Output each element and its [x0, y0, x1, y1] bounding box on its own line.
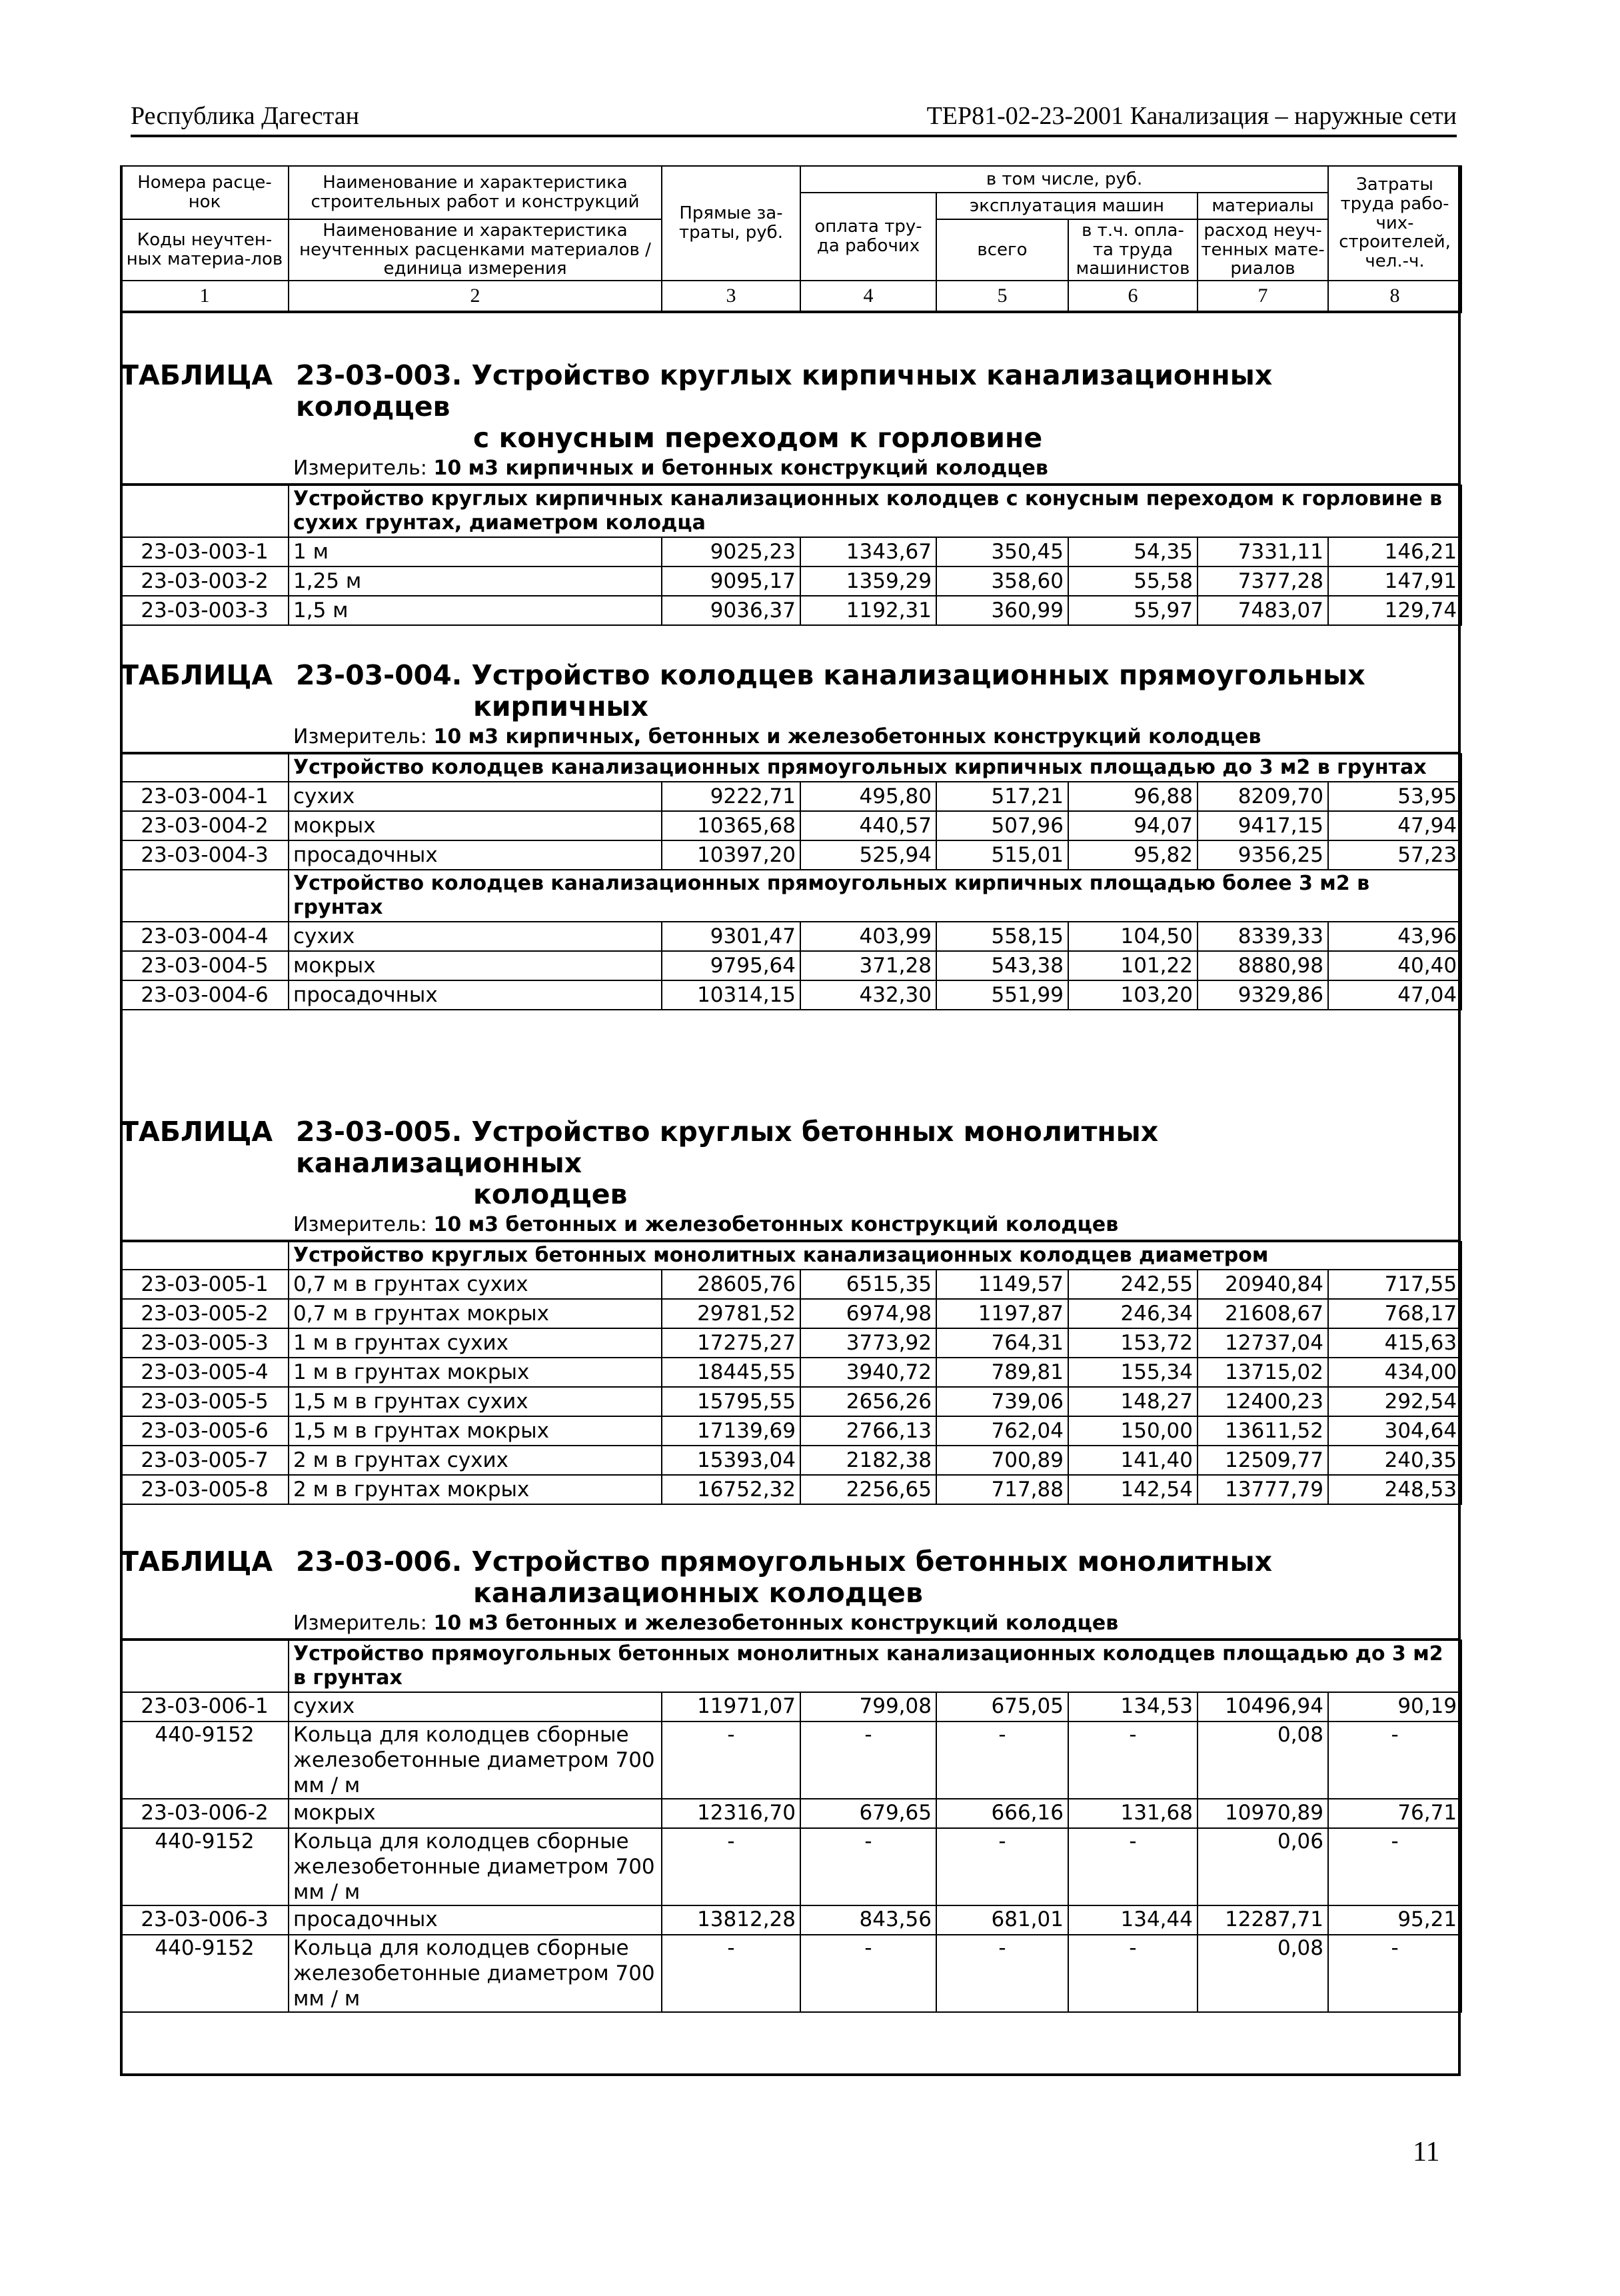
machinist-cost: 94,07 [1068, 811, 1198, 840]
rate-name: 1,5 м в грунтах сухих [289, 1387, 662, 1416]
machine-cost: 675,05 [936, 1692, 1068, 1722]
rate-code: 23-03-004-3 [121, 840, 289, 870]
table-title-line1: Устройство круглых бетонных монолитных канализационных [296, 1116, 1159, 1179]
table-label: ТАБЛИЦА [120, 1546, 273, 1578]
rate-code: 23-03-006-3 [121, 1905, 289, 1935]
machine-cost: 666,16 [936, 1799, 1068, 1828]
blank-cell [121, 754, 289, 782]
labor-cost: 6974,98 [800, 1299, 936, 1328]
labor-cost: 679,65 [800, 1799, 936, 1828]
labor-hours: 47,94 [1328, 811, 1461, 840]
rates-table [120, 1241, 1462, 1505]
rate-name: сухих [289, 782, 662, 811]
labor-cost: 371,28 [800, 951, 936, 980]
machinist-cost: 55,97 [1068, 596, 1198, 625]
table-title-line1: Устройство колодцев канализационных прямоугольных [471, 659, 1365, 691]
machine-cost: 1149,57 [936, 1270, 1068, 1299]
table-number: 23-03-005. [296, 1116, 462, 1148]
table-title-line2: с конусным переходом к горловине [473, 422, 1043, 454]
col2-header-top: Наименование и характеристика строительных работ и конструкций [289, 166, 662, 219]
material-cost: 8209,70 [1198, 782, 1328, 811]
rate-code: 23-03-005-4 [121, 1358, 289, 1387]
measure-line [120, 1210, 1461, 1241]
dash-cell: - [800, 1828, 936, 1905]
measure-unit: 10 м3 кирпичных, бетонных и железобетонных конструкций колодцев [433, 725, 1261, 748]
direct-cost: 10397,20 [662, 840, 800, 870]
material-cost: 13715,02 [1198, 1358, 1328, 1387]
dash-cell: - [1328, 1935, 1461, 2012]
direct-cost: 9025,23 [662, 537, 800, 567]
rate-code: 23-03-004-1 [121, 782, 289, 811]
machine-cost: 700,89 [936, 1446, 1068, 1475]
measure-line [120, 454, 1461, 485]
measure-unit: 10 м3 бетонных и железобетонных конструкций колодцев [433, 1213, 1119, 1236]
machine-cost: 739,06 [936, 1387, 1068, 1416]
rate-name: 1 м в грунтах мокрых [289, 1358, 662, 1387]
material-quantity: 0,08 [1198, 1722, 1328, 1799]
labor-hours: 248,53 [1328, 1475, 1461, 1504]
direct-cost: 15795,55 [662, 1387, 800, 1416]
direct-cost: 9301,47 [662, 922, 800, 951]
direct-cost: 9222,71 [662, 782, 800, 811]
rate-name: 1 м в грунтах сухих [289, 1328, 662, 1358]
header-region: Республика Дагестан [131, 102, 359, 130]
subheading-row [121, 1242, 1461, 1270]
table-number: 23-03-006. [296, 1546, 462, 1578]
labor-hours: 57,23 [1328, 840, 1461, 870]
rates-table [120, 1640, 1462, 2013]
direct-cost: 9095,17 [662, 567, 800, 596]
table-row [121, 1299, 1461, 1328]
labor-hours: 434,00 [1328, 1358, 1461, 1387]
direct-cost: 13812,28 [662, 1905, 800, 1935]
column-header-table [120, 165, 1462, 313]
table-row [121, 1416, 1461, 1446]
labor-hours: 129,74 [1328, 596, 1461, 625]
table-row [121, 1446, 1461, 1475]
labor-hours: 146,21 [1328, 537, 1461, 567]
rate-code: 23-03-005-3 [121, 1328, 289, 1358]
material-quantity: 0,06 [1198, 1828, 1328, 1905]
material-cost: 13777,79 [1198, 1475, 1328, 1504]
material-cost: 12400,23 [1198, 1387, 1328, 1416]
rate-code: 23-03-004-4 [121, 922, 289, 951]
table-row [121, 1387, 1461, 1416]
rate-name: 1 м [289, 537, 662, 567]
running-header [131, 100, 1457, 137]
material-cost: 9356,25 [1198, 840, 1328, 870]
rate-name: 1,5 м в грунтах мокрых [289, 1416, 662, 1446]
material-cost: 7483,07 [1198, 596, 1328, 625]
machinist-cost: 131,68 [1068, 1799, 1198, 1828]
table-row [121, 1358, 1461, 1387]
rate-name: 1,5 м [289, 596, 662, 625]
dash-cell: - [662, 1722, 800, 1799]
machinist-cost: 104,50 [1068, 922, 1198, 951]
table-row [121, 537, 1461, 567]
table-section [120, 360, 1461, 626]
machine-cost: 789,81 [936, 1358, 1068, 1387]
labor-cost: 1343,67 [800, 537, 936, 567]
labor-hours: 90,19 [1328, 1692, 1461, 1722]
table-row [121, 1328, 1461, 1358]
material-cost: 21608,67 [1198, 1299, 1328, 1328]
labor-cost: 2182,38 [800, 1446, 936, 1475]
col-number: 3 [662, 281, 800, 312]
material-cost: 9417,15 [1198, 811, 1328, 840]
dash-cell: - [1068, 1828, 1198, 1905]
rate-name: просадочных [289, 980, 662, 1010]
table-section [120, 1546, 1461, 2013]
labor-cost: 3773,92 [800, 1328, 936, 1358]
machinist-cost: 148,27 [1068, 1387, 1198, 1416]
material-cost: 12287,71 [1198, 1905, 1328, 1935]
machine-cost: 350,45 [936, 537, 1068, 567]
machine-cost: 517,21 [936, 782, 1068, 811]
labor-hours: 292,54 [1328, 1387, 1461, 1416]
table-title [120, 1546, 1461, 1609]
direct-cost: 17139,69 [662, 1416, 800, 1446]
machinist-cost: 246,34 [1068, 1299, 1198, 1328]
material-quantity: 0,08 [1198, 1935, 1328, 2012]
labor-cost: 403,99 [800, 922, 936, 951]
rate-name: просадочных [289, 840, 662, 870]
col-number: 4 [800, 281, 936, 312]
dash-cell: - [936, 1935, 1068, 2012]
material-cost: 8339,33 [1198, 922, 1328, 951]
table-title [120, 660, 1461, 722]
dash-cell: - [662, 1935, 800, 2012]
labor-hours: 43,96 [1328, 922, 1461, 951]
table-row [121, 811, 1461, 840]
machinist-cost: 54,35 [1068, 537, 1198, 567]
machinist-cost: 95,82 [1068, 840, 1198, 870]
table-section [120, 1116, 1461, 1505]
col-number: 1 [121, 281, 289, 312]
direct-cost: 10314,15 [662, 980, 800, 1010]
subheading-text: Устройство круглых бетонных монолитных канализационных колодцев диаметром [289, 1242, 1461, 1270]
table-row [121, 1905, 1461, 1935]
col-number: 2 [289, 281, 662, 312]
table-label: ТАБЛИЦА [120, 1116, 273, 1148]
dash-cell: - [800, 1935, 936, 2012]
subheading-text: Устройство круглых кирпичных канализационных колодцев с конусным переходом к горловине в сухих грунтах, диаметром колодца [289, 485, 1461, 537]
direct-cost: 10365,68 [662, 811, 800, 840]
material-name: Кольца для колодцев сборные железобетонные диаметром 700 мм / м [289, 1935, 662, 2012]
labor-cost: 3940,72 [800, 1358, 936, 1387]
rate-name: 1,25 м [289, 567, 662, 596]
material-row [121, 1722, 1461, 1799]
machines-header: эксплуатация машин [936, 193, 1198, 219]
rate-code: 23-03-005-6 [121, 1416, 289, 1446]
labor-hours: 95,21 [1328, 1905, 1461, 1935]
machinist-cost: 134,53 [1068, 1692, 1198, 1722]
measure-unit: 10 м3 кирпичных и бетонных конструкций колодцев [433, 457, 1048, 480]
labor-hours: 47,04 [1328, 980, 1461, 1010]
material-cost: 12737,04 [1198, 1328, 1328, 1358]
labor-cost: 440,57 [800, 811, 936, 840]
rate-code: 23-03-006-1 [121, 1692, 289, 1722]
measure-prefix: Измеритель: [293, 457, 427, 480]
labor-hours: 304,64 [1328, 1416, 1461, 1446]
table-title [120, 360, 1461, 454]
table-row [121, 782, 1461, 811]
col8-header: Затраты труда рабо-чих-строителей, чел.-ч. [1328, 166, 1461, 281]
rate-name: 0,7 м в грунтах сухих [289, 1270, 662, 1299]
direct-cost: 28605,76 [662, 1270, 800, 1299]
material-row [121, 1935, 1461, 2012]
machine-cost: 717,88 [936, 1475, 1068, 1504]
table-row [121, 840, 1461, 870]
material-code: 440-9152 [121, 1935, 289, 2012]
machine-cost: 543,38 [936, 951, 1068, 980]
machine-cost: 764,31 [936, 1328, 1068, 1358]
col1-header-top: Номера расце-нок [121, 166, 289, 219]
machinist-cost: 134,44 [1068, 1905, 1198, 1935]
rate-code: 23-03-005-1 [121, 1270, 289, 1299]
labor-cost: 2766,13 [800, 1416, 936, 1446]
rate-name: 2 м в грунтах мокрых [289, 1475, 662, 1504]
machine-cost: 558,15 [936, 922, 1068, 951]
machine-cost: 1197,87 [936, 1299, 1068, 1328]
direct-cost: 9036,37 [662, 596, 800, 625]
table-title-line1: Устройство прямоугольных бетонных монолитных [471, 1546, 1273, 1578]
direct-cost: 29781,52 [662, 1299, 800, 1328]
rates-table [120, 485, 1462, 626]
table-section [120, 660, 1461, 1010]
machinist-cost: 150,00 [1068, 1416, 1198, 1446]
measure-prefix: Измеритель: [293, 1612, 427, 1635]
dash-cell: - [1068, 1935, 1198, 2012]
labor-hours: 40,40 [1328, 951, 1461, 980]
machine-cost: 762,04 [936, 1416, 1068, 1446]
col-number: 5 [936, 281, 1068, 312]
col-number: 8 [1328, 281, 1461, 312]
table-title-line1: Устройство круглых кирпичных канализационных колодцев [296, 359, 1273, 423]
labor-hours: 53,95 [1328, 782, 1461, 811]
col7-header: расход неуч-тенных мате-риалов [1198, 219, 1328, 281]
subheading-text: Устройство прямоугольных бетонных монолитных канализационных колодцев площадью до 3 м2 в грунтах [289, 1640, 1461, 1692]
col4-header: оплата тру-да рабочих [800, 193, 936, 281]
direct-cost: 16752,32 [662, 1475, 800, 1504]
machine-cost: 358,60 [936, 567, 1068, 596]
table-number: 23-03-003. [296, 359, 462, 391]
blank-cell [121, 1640, 289, 1692]
blank-cell [121, 870, 289, 922]
material-cost: 20940,84 [1198, 1270, 1328, 1299]
rate-name: сухих [289, 1692, 662, 1722]
direct-cost: 18445,55 [662, 1358, 800, 1387]
labor-cost: 6515,35 [800, 1270, 936, 1299]
direct-cost: 17275,27 [662, 1328, 800, 1358]
rate-code: 23-03-003-3 [121, 596, 289, 625]
labor-cost: 495,80 [800, 782, 936, 811]
rate-code: 23-03-004-6 [121, 980, 289, 1010]
direct-cost: 12316,70 [662, 1799, 800, 1828]
measure-line [120, 722, 1461, 753]
labor-cost: 2256,65 [800, 1475, 936, 1504]
materials-header: материалы [1198, 193, 1328, 219]
table-title-line2: канализационных колодцев [473, 1577, 923, 1609]
direct-cost: 9795,64 [662, 951, 800, 980]
machine-cost: 360,99 [936, 596, 1068, 625]
material-cost: 7331,11 [1198, 537, 1328, 567]
table-title-line2: кирпичных [473, 690, 648, 722]
table-number: 23-03-004. [296, 659, 462, 691]
table-row [121, 596, 1461, 625]
col3-header: Прямые за-траты, руб. [662, 166, 800, 281]
subheading-text: Устройство колодцев канализационных прямоугольных кирпичных площадью более 3 м2 в грунтах [289, 870, 1461, 922]
table-label: ТАБЛИЦА [120, 659, 273, 691]
machinist-cost: 153,72 [1068, 1328, 1198, 1358]
rate-name: мокрых [289, 1799, 662, 1828]
labor-hours: 147,91 [1328, 567, 1461, 596]
rate-code: 23-03-004-2 [121, 811, 289, 840]
table-row [121, 951, 1461, 980]
labor-hours: 240,35 [1328, 1446, 1461, 1475]
machinist-cost: 142,54 [1068, 1475, 1198, 1504]
rate-code: 23-03-005-8 [121, 1475, 289, 1504]
machinist-cost: 103,20 [1068, 980, 1198, 1010]
rate-code: 23-03-006-2 [121, 1799, 289, 1828]
material-code: 440-9152 [121, 1722, 289, 1799]
table-row [121, 1475, 1461, 1504]
blank-cell [121, 1242, 289, 1270]
labor-cost: 2656,26 [800, 1387, 936, 1416]
table-row [121, 1270, 1461, 1299]
table-row [121, 922, 1461, 951]
rates-table [120, 753, 1462, 1010]
material-cost: 12509,77 [1198, 1446, 1328, 1475]
dash-cell: - [936, 1722, 1068, 1799]
labor-cost: 843,56 [800, 1905, 936, 1935]
table-label: ТАБЛИЦА [120, 359, 273, 391]
col-number: 6 [1068, 281, 1198, 312]
subheading-row [121, 1640, 1461, 1692]
machine-cost: 551,99 [936, 980, 1068, 1010]
rate-name: сухих [289, 922, 662, 951]
labor-cost: 799,08 [800, 1692, 936, 1722]
blank-cell [121, 485, 289, 537]
labor-hours: 76,71 [1328, 1799, 1461, 1828]
dash-cell: - [1068, 1722, 1198, 1799]
machinist-cost: 101,22 [1068, 951, 1198, 980]
material-cost: 10970,89 [1198, 1799, 1328, 1828]
material-row [121, 1828, 1461, 1905]
rate-name: мокрых [289, 811, 662, 840]
measure-prefix: Измеритель: [293, 725, 427, 748]
material-cost: 7377,28 [1198, 567, 1328, 596]
table-row [121, 1799, 1461, 1828]
col2-header-bottom: Наименование и характеристика неучтенных расценками материалов / единица измерения [289, 219, 662, 281]
measure-unit: 10 м3 бетонных и железобетонных конструкций колодцев [433, 1612, 1119, 1635]
machine-cost: 507,96 [936, 811, 1068, 840]
measure-line [120, 1609, 1461, 1640]
material-name: Кольца для колодцев сборные железобетонные диаметром 700 мм / м [289, 1722, 662, 1799]
table-row [121, 567, 1461, 596]
machinist-cost: 155,34 [1068, 1358, 1198, 1387]
material-cost: 13611,52 [1198, 1416, 1328, 1446]
labor-hours: 768,17 [1328, 1299, 1461, 1328]
dash-cell: - [1328, 1722, 1461, 1799]
col-number: 7 [1198, 281, 1328, 312]
rate-name: 0,7 м в грунтах мокрых [289, 1299, 662, 1328]
page-number: 11 [1413, 2137, 1440, 2167]
subheading-row [121, 870, 1461, 922]
machinist-cost: 55,58 [1068, 567, 1198, 596]
labor-hours: 717,55 [1328, 1270, 1461, 1299]
material-cost: 10496,94 [1198, 1692, 1328, 1722]
rate-code: 23-03-003-2 [121, 567, 289, 596]
table-title-line2: колодцев [473, 1178, 628, 1210]
rate-code: 23-03-003-1 [121, 537, 289, 567]
rate-code: 23-03-005-7 [121, 1446, 289, 1475]
material-name: Кольца для колодцев сборные железобетонные диаметром 700 мм / м [289, 1828, 662, 1905]
direct-cost: 15393,04 [662, 1446, 800, 1475]
rate-name: 2 м в грунтах сухих [289, 1446, 662, 1475]
col6-header: в т.ч. опла-та труда машинистов [1068, 219, 1198, 281]
material-cost: 8880,98 [1198, 951, 1328, 980]
material-cost: 9329,86 [1198, 980, 1328, 1010]
table-row [121, 980, 1461, 1010]
measure-prefix: Измеритель: [293, 1213, 427, 1236]
subheading-row [121, 754, 1461, 782]
labor-cost: 432,30 [800, 980, 936, 1010]
header-document-code: ТЕР81-02-23-2001 Канализация – наружные сети [926, 102, 1457, 130]
rate-name: мокрых [289, 951, 662, 980]
labor-cost: 1359,29 [800, 567, 936, 596]
labor-cost: 1192,31 [800, 596, 936, 625]
machine-cost: 681,01 [936, 1905, 1068, 1935]
dash-cell: - [662, 1828, 800, 1905]
subheading-row [121, 485, 1461, 537]
machinist-cost: 141,40 [1068, 1446, 1198, 1475]
material-code: 440-9152 [121, 1828, 289, 1905]
labor-hours: 415,63 [1328, 1328, 1461, 1358]
dash-cell: - [936, 1828, 1068, 1905]
group-header: в том числе, руб. [800, 166, 1328, 193]
col5-header: всего [936, 219, 1068, 281]
machine-cost: 515,01 [936, 840, 1068, 870]
direct-cost: 11971,07 [662, 1692, 800, 1722]
col1-header-bottom: Коды неучтен-ных материа-лов [121, 219, 289, 281]
rate-code: 23-03-004-5 [121, 951, 289, 980]
labor-cost: 525,94 [800, 840, 936, 870]
table-row [121, 1692, 1461, 1722]
rate-name: просадочных [289, 1905, 662, 1935]
machinist-cost: 96,88 [1068, 782, 1198, 811]
dash-cell: - [800, 1722, 936, 1799]
dash-cell: - [1328, 1828, 1461, 1905]
rate-code: 23-03-005-5 [121, 1387, 289, 1416]
machinist-cost: 242,55 [1068, 1270, 1198, 1299]
table-title [120, 1116, 1461, 1210]
rate-code: 23-03-005-2 [121, 1299, 289, 1328]
subheading-text: Устройство колодцев канализационных прямоугольных кирпичных площадью до 3 м2 в грунтах [289, 754, 1461, 782]
